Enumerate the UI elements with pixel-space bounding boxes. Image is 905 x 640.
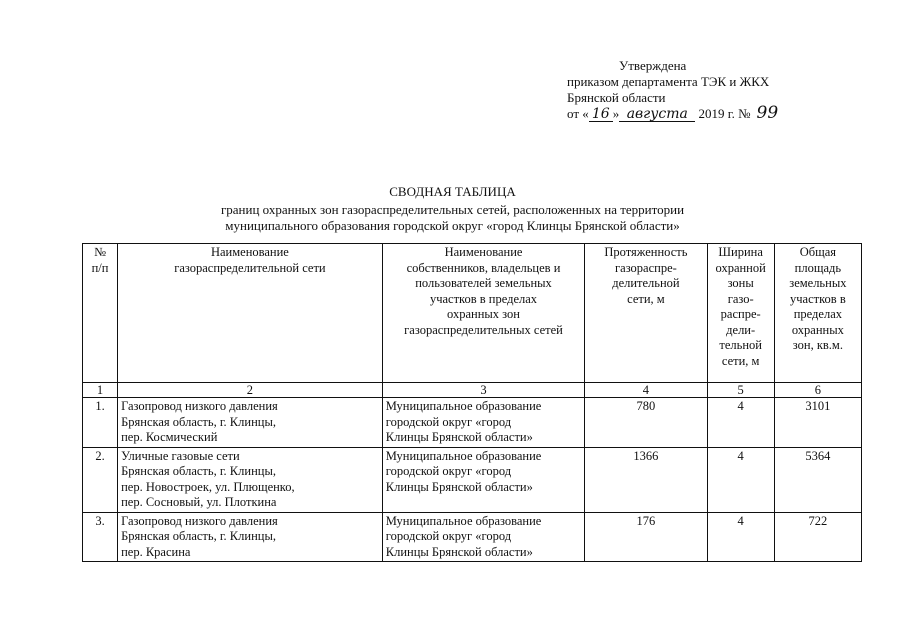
column-number-cell: 3 — [382, 383, 585, 398]
header-line: газораспределительной сети — [174, 260, 326, 275]
header-line: Общая — [799, 245, 837, 259]
column-number-cell: 4 — [585, 383, 707, 398]
header-line: охранной — [715, 260, 766, 275]
header-cell-1 — [83, 244, 118, 383]
header-line: газораспре- — [615, 260, 677, 275]
owner-cell-line: Клинцы Брянской области» — [385, 544, 533, 559]
owner-cell-line: Муниципальное образование — [385, 448, 542, 463]
summary-table — [82, 243, 862, 562]
header-line: газо- — [727, 291, 754, 306]
header-line: Наименование — [210, 245, 289, 259]
row-number-cell: 1. — [83, 398, 118, 448]
zone-width-cell: 4 — [707, 512, 774, 562]
row-number-cell: 3. — [83, 512, 118, 562]
header-line: Протяженность — [604, 245, 688, 259]
zone-width-cell: 4 — [707, 398, 774, 448]
header-line: участков в пределах — [429, 291, 538, 306]
network-name-cell-line: Брянская область, г. Клинцы, — [121, 414, 276, 429]
date-mid: » — [612, 106, 620, 121]
zone-width-cell: 4 — [707, 447, 774, 512]
date-prefix: от « — [567, 106, 589, 121]
column-number-cell: 6 — [774, 383, 861, 398]
header-line: зон, кв.м. — [792, 338, 843, 352]
network-name-cell — [118, 512, 383, 562]
area-cell: 5364 — [774, 447, 861, 512]
title-main: СВОДНАЯ ТАБЛИЦА — [389, 184, 516, 199]
header-line: Наименование — [444, 245, 523, 259]
document-title — [0, 184, 905, 234]
area-cell: 3101 — [774, 398, 861, 448]
table-header-row — [83, 244, 862, 383]
network-name-cell-line: Уличные газовые сети — [121, 448, 240, 463]
network-name-cell-line: пер. Красина — [121, 544, 191, 559]
owner-cell-line: Муниципальное образование — [385, 513, 542, 528]
owner-cell-line: городской округ «город — [385, 414, 512, 429]
header-line: № — [94, 245, 106, 259]
column-number-cell: 5 — [707, 383, 774, 398]
network-name-cell-line: Газопровод низкого давления — [121, 513, 278, 528]
length-cell: 1366 — [585, 447, 707, 512]
header-line: земельных — [789, 276, 847, 290]
header-line: зоны — [727, 276, 754, 290]
header-line: Ширина — [718, 245, 763, 259]
header-line: п/п — [91, 260, 109, 275]
title-sub-1: границ охранных зон газораспределительных сетей, расположенных на территории — [220, 202, 685, 217]
area-cell: 722 — [774, 512, 861, 562]
owner-cell-line: городской округ «город — [385, 529, 512, 543]
header-line: охранных — [791, 322, 844, 337]
header-line: распре- — [720, 307, 761, 321]
owner-cell-line: Клинцы Брянской области» — [385, 430, 533, 444]
header-line: пользователей земельных — [415, 276, 552, 290]
owner-cell-line: Муниципальное образование — [385, 399, 542, 413]
owner-cell — [382, 447, 585, 512]
column-number-cell: 1 — [83, 383, 118, 398]
network-name-cell-line: пер. Космический — [121, 430, 218, 444]
network-name-cell — [118, 398, 383, 448]
header-cell-3 — [382, 244, 585, 383]
owner-cell — [382, 398, 585, 448]
title-sub-2: муниципального образования городской округ «город Клинцы Брянской области» — [225, 218, 680, 233]
table-row — [83, 447, 862, 512]
approval-order: приказом департамента ТЭК и ЖКХ — [567, 74, 770, 89]
approval-stamp — [567, 58, 778, 122]
header-line: делительной — [612, 276, 680, 290]
date-year: 2019 г. № — [698, 106, 751, 121]
header-line: дели- — [726, 322, 756, 337]
approval-title: Утверждена — [619, 58, 687, 73]
owner-cell — [382, 512, 585, 562]
network-name-cell-line: Брянская область, г. Клинцы, — [121, 529, 276, 543]
header-line: тельной — [719, 338, 762, 352]
header-line: сети, м — [721, 353, 760, 368]
length-cell: 780 — [585, 398, 707, 448]
network-name-cell-line: пер. Новостроек, ул. Плющенко, — [121, 479, 295, 494]
column-number-row — [83, 383, 862, 398]
header-cell-6 — [774, 244, 861, 383]
network-name-cell-line: пер. Сосновый, ул. Плоткина — [121, 495, 277, 509]
length-cell: 176 — [585, 512, 707, 562]
header-cell-2 — [118, 244, 383, 383]
column-number-cell: 2 — [118, 383, 383, 398]
row-number-cell: 2. — [83, 447, 118, 512]
network-name-cell-line: Брянская область, г. Клинцы, — [121, 464, 276, 478]
header-line: собственников, владельцев и — [406, 260, 561, 275]
header-line: пределах — [793, 307, 843, 321]
network-name-cell-line: Газопровод низкого давления — [121, 399, 278, 413]
owner-cell-line: городской округ «город — [385, 464, 512, 478]
owner-cell-line: Клинцы Брянской области» — [385, 479, 533, 494]
header-line: участков в — [790, 291, 846, 306]
header-cell-5 — [707, 244, 774, 383]
table-row — [83, 398, 862, 448]
header-line: газораспределительных сетей — [404, 322, 563, 337]
handwritten-month: августа — [619, 108, 695, 122]
approval-date-line — [567, 103, 779, 123]
handwritten-order-number: 99 — [756, 103, 779, 123]
header-cell-4 — [585, 244, 707, 383]
header-line: сети, м — [627, 291, 665, 306]
header-line: площадь — [794, 260, 842, 275]
network-name-cell — [118, 447, 383, 512]
table-row — [83, 512, 862, 562]
approval-region: Брянской области — [567, 90, 666, 105]
handwritten-day: 16 — [589, 108, 613, 122]
header-line: охранных зон — [447, 307, 520, 321]
